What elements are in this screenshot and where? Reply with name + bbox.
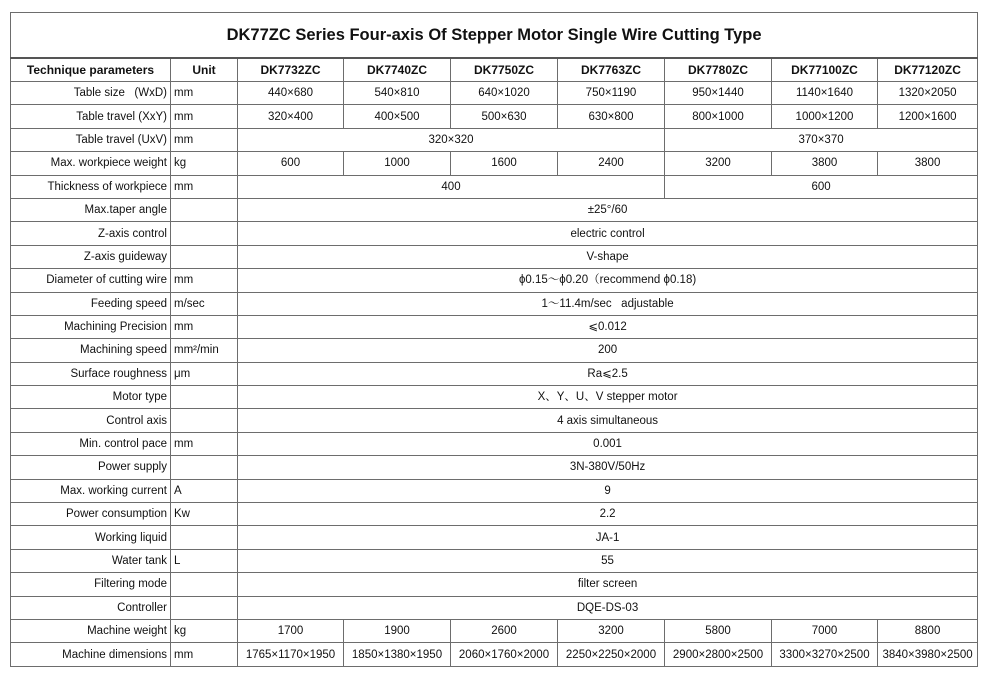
param-label: Water tank [11, 549, 171, 572]
param-label: Min. control pace [11, 432, 171, 455]
unit-cell [171, 526, 238, 549]
value-cell: ±25°/60 [238, 198, 978, 221]
value-cell: 1900 [344, 619, 451, 642]
value-cell: 1765×1170×1950 [238, 643, 344, 666]
value-cell: 600 [665, 175, 978, 198]
table-row [11, 596, 978, 619]
table-row [11, 339, 978, 362]
unit-cell: μm [171, 362, 238, 385]
value-cell: 320×400 [238, 105, 344, 128]
value-cell: 1200×1600 [878, 105, 978, 128]
param-label: Power supply [11, 456, 171, 479]
value-cell: Ra⩽2.5 [238, 362, 978, 385]
unit-cell: mm [171, 315, 238, 338]
spec-sheet [10, 12, 977, 667]
value-cell: 440×680 [238, 82, 344, 105]
table-row [11, 315, 978, 338]
table-row [11, 432, 978, 455]
param-label: Max. working current [11, 479, 171, 502]
value-cell: 0.001 [238, 432, 978, 455]
value-cell: 3200 [665, 152, 772, 175]
unit-cell [171, 409, 238, 432]
value-cell: X、Y、U、V stepper motor [238, 386, 978, 409]
value-cell: 3N-380V/50Hz [238, 456, 978, 479]
table-row [11, 526, 978, 549]
param-label: Power consumption [11, 503, 171, 526]
table-row [11, 152, 978, 175]
unit-cell: mm [171, 175, 238, 198]
value-cell: 200 [238, 339, 978, 362]
value-cell: 1320×2050 [878, 82, 978, 105]
value-cell: ⩽0.012 [238, 315, 978, 338]
table-row [11, 386, 978, 409]
unit-cell: m/sec [171, 292, 238, 315]
value-cell: 600 [238, 152, 344, 175]
value-cell: 2250×2250×2000 [558, 643, 665, 666]
unit-cell [171, 386, 238, 409]
table-row [11, 456, 978, 479]
value-cell: 1600 [451, 152, 558, 175]
unit-cell: kg [171, 152, 238, 175]
value-cell: 1000×1200 [772, 105, 878, 128]
value-cell: 540×810 [344, 82, 451, 105]
param-label: Thickness of workpiece [11, 175, 171, 198]
value-cell: 2400 [558, 152, 665, 175]
param-label: Z-axis control [11, 222, 171, 245]
value-cell: 7000 [772, 619, 878, 642]
value-cell: 1850×1380×1950 [344, 643, 451, 666]
value-cell: 3800 [772, 152, 878, 175]
header-model: DK77100ZC [772, 58, 878, 82]
param-label: Surface roughness [11, 362, 171, 385]
table-row [11, 503, 978, 526]
value-cell: 3840×3980×2500 [878, 643, 978, 666]
value-cell: 9 [238, 479, 978, 502]
param-label: Max. workpiece weight [11, 152, 171, 175]
unit-cell [171, 456, 238, 479]
value-cell: 1000 [344, 152, 451, 175]
param-label: Table size (WxD) [11, 82, 171, 105]
param-label: Controller [11, 596, 171, 619]
value-cell: electric control [238, 222, 978, 245]
param-label: Control axis [11, 409, 171, 432]
header-model: DK7740ZC [344, 58, 451, 82]
value-cell: 3800 [878, 152, 978, 175]
unit-cell: mm [171, 128, 238, 151]
param-label: Max.taper angle [11, 198, 171, 221]
table-row [11, 128, 978, 151]
param-label: Feeding speed [11, 292, 171, 315]
value-cell: 640×1020 [451, 82, 558, 105]
value-cell: 2060×1760×2000 [451, 643, 558, 666]
value-cell: 4 axis simultaneous [238, 409, 978, 432]
table-row [11, 292, 978, 315]
unit-cell: L [171, 549, 238, 572]
table-row [11, 198, 978, 221]
param-label: Machining Precision [11, 315, 171, 338]
table-row [11, 82, 978, 105]
param-label: Working liquid [11, 526, 171, 549]
value-cell: 3300×3270×2500 [772, 643, 878, 666]
table-row [11, 619, 978, 642]
header-model: DK7763ZC [558, 58, 665, 82]
param-label: Motor type [11, 386, 171, 409]
table-title: DK77ZC Series Four-axis Of Stepper Motor Single Wire Cutting Type [11, 13, 978, 59]
param-label: Table travel (XxY) [11, 105, 171, 128]
value-cell: 320×320 [238, 128, 665, 151]
unit-cell [171, 573, 238, 596]
unit-cell: kg [171, 619, 238, 642]
table-row [11, 269, 978, 292]
value-cell: 2600 [451, 619, 558, 642]
param-label: Table travel (UxV) [11, 128, 171, 151]
unit-cell [171, 596, 238, 619]
value-cell: 8800 [878, 619, 978, 642]
value-cell: 400×500 [344, 105, 451, 128]
unit-cell: mm [171, 269, 238, 292]
table-row [11, 362, 978, 385]
header-row [11, 58, 978, 82]
header-model: DK7780ZC [665, 58, 772, 82]
value-cell: 500×630 [451, 105, 558, 128]
header-model: DK77120ZC [878, 58, 978, 82]
value-cell: 370×370 [665, 128, 978, 151]
table-row [11, 479, 978, 502]
value-cell: DQE-DS-03 [238, 596, 978, 619]
value-cell: V-shape [238, 245, 978, 268]
value-cell: 2.2 [238, 503, 978, 526]
value-cell: 5800 [665, 619, 772, 642]
table-row [11, 175, 978, 198]
param-label: Z-axis guideway [11, 245, 171, 268]
title-row [11, 13, 978, 59]
value-cell: 800×1000 [665, 105, 772, 128]
header-model: DK7732ZC [238, 58, 344, 82]
unit-cell: mm [171, 432, 238, 455]
value-cell: 2900×2800×2500 [665, 643, 772, 666]
unit-cell [171, 222, 238, 245]
unit-cell: mm [171, 643, 238, 666]
unit-cell [171, 245, 238, 268]
unit-cell: mm²/min [171, 339, 238, 362]
param-label: Machine dimensions [11, 643, 171, 666]
value-cell: 55 [238, 549, 978, 572]
param-label: Machine weight [11, 619, 171, 642]
value-cell: 3200 [558, 619, 665, 642]
value-cell: 950×1440 [665, 82, 772, 105]
value-cell: 750×1190 [558, 82, 665, 105]
value-cell: ϕ0.15～ϕ0.20（recommend ϕ0.18) [238, 269, 978, 292]
table-row [11, 105, 978, 128]
header-parameters: Technique parameters [11, 58, 171, 82]
table-row [11, 573, 978, 596]
param-label: Machining speed [11, 339, 171, 362]
table-row [11, 643, 978, 666]
header-unit: Unit [171, 58, 238, 82]
value-cell: 1140×1640 [772, 82, 878, 105]
unit-cell: mm [171, 82, 238, 105]
table-row [11, 409, 978, 432]
param-label: Diameter of cutting wire [11, 269, 171, 292]
unit-cell: A [171, 479, 238, 502]
table-row [11, 222, 978, 245]
value-cell: 1700 [238, 619, 344, 642]
spec-table [10, 12, 978, 667]
header-model: DK7750ZC [451, 58, 558, 82]
value-cell: 400 [238, 175, 665, 198]
unit-cell: Kw [171, 503, 238, 526]
unit-cell: mm [171, 105, 238, 128]
table-row [11, 245, 978, 268]
value-cell: filter screen [238, 573, 978, 596]
unit-cell [171, 198, 238, 221]
table-row [11, 549, 978, 572]
value-cell: JA-1 [238, 526, 978, 549]
param-label: Filtering mode [11, 573, 171, 596]
value-cell: 630×800 [558, 105, 665, 128]
value-cell: 1～11.4m/sec adjustable [238, 292, 978, 315]
